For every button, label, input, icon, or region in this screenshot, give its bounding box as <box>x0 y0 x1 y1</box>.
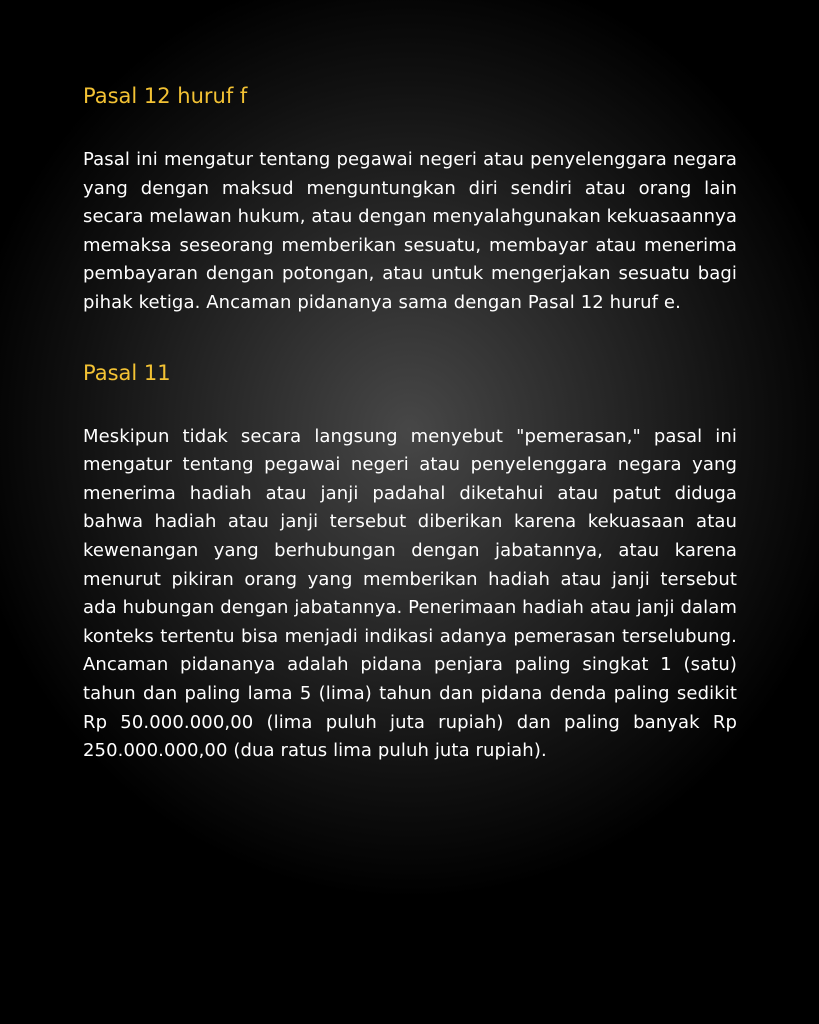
section-body-pasal-11: Meskipun tidak secara langsung menyebut "pemerasan," pasal ini mengatur tentang pegawai negeri atau penyelenggara negara yang menerima hadiah atau janji padahal diketahui atau patut diduga bahwa hadiah atau janji tersebut diberikan karena kekuasaan atau kewenangan yang berhubungan dengan jabatannya, atau karena menurut pikiran orang yang memberikan hadiah atau janji tersebut ada hubungan dengan jabatannya. Penerimaan hadiah atau janji dalam konteks tertentu bisa menjadi indikasi adanya pemerasan terselubung. Ancaman pidananya adalah pidana penjara paling singkat 1 (satu) tahun dan paling lama 5 (lima) tahun dan pidana denda paling sedikit Rp 50.000.000,00 (lima puluh juta rupiah) dan paling banyak Rp 250.000.000,00 (dua ratus lima puluh juta rupiah). <box>83 425 737 762</box>
section-body-pasal-12-huruf-f: Pasal ini mengatur tentang pegawai negeri atau penyelenggara negara yang dengan maksud menguntungkan diri sendiri atau orang lain secara melawan hukum, atau dengan menyalahgunakan kekuasaannya memaksa seseorang memberikan sesuatu, membayar atau menerima pembayaran dengan potongan, atau untuk mengerjakan sesuatu bagi pihak ketiga. Ancaman pidananya sama dengan Pasal 12 huruf e. <box>83 149 737 313</box>
section-heading-pasal-11: Pasal 11 <box>83 360 171 385</box>
section-heading-pasal-12-huruf-f: Pasal 12 huruf f <box>83 84 248 108</box>
content-area <box>83 80 737 766</box>
